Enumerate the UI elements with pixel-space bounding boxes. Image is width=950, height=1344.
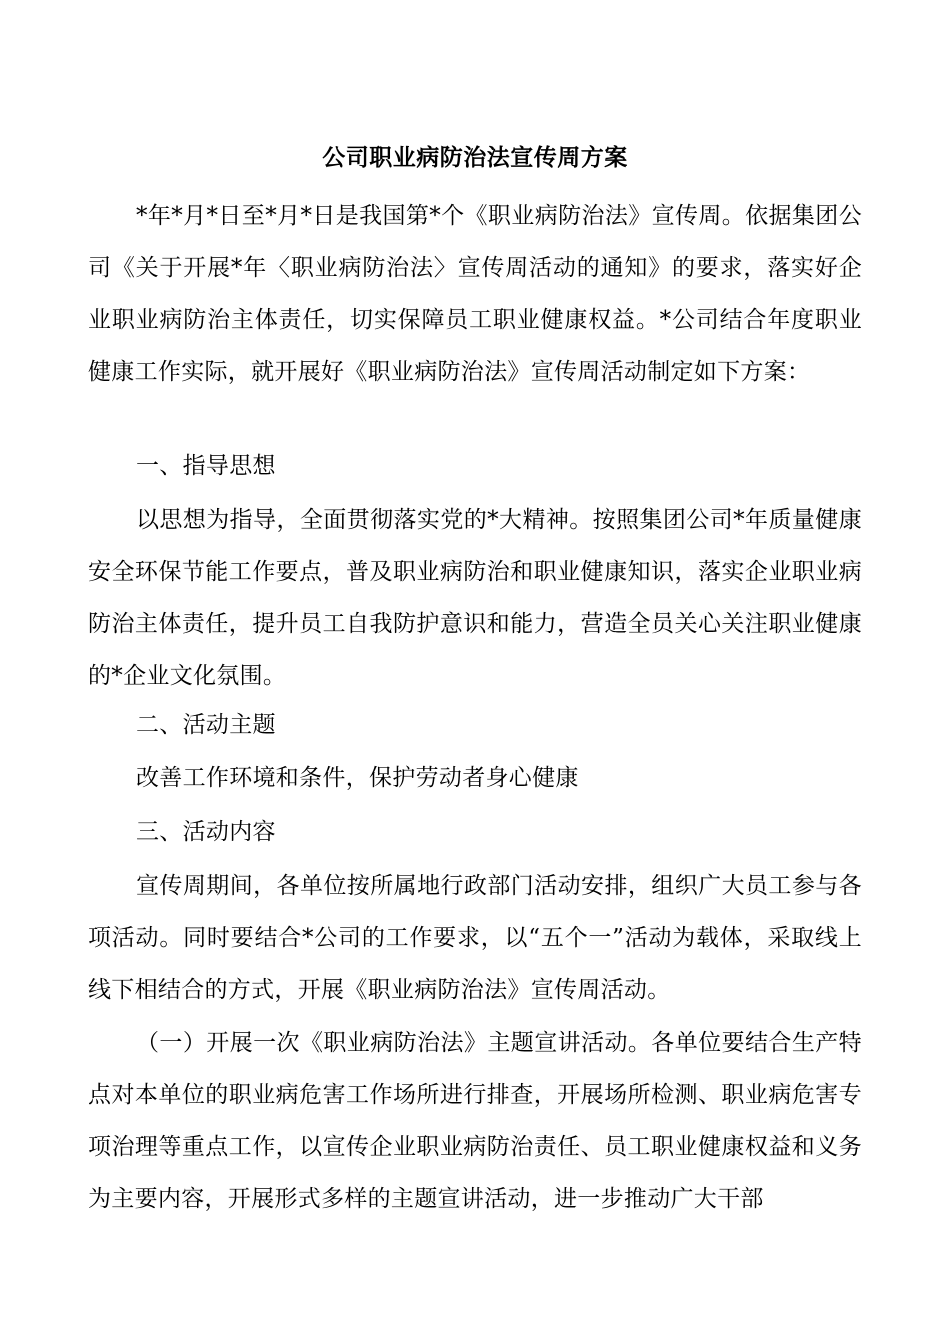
- section-body-activity-theme: 改善工作环境和条件，保护劳动者身心健康: [136, 765, 579, 791]
- intro-paragraph: *年*月*日至*月*日是我国第*个《职业病防治法》宣传周。依据集团公司《关于开展*年〈职业病防治法〉宣传周活动的通知》的要求，落实好企业职业病防治主体责任，切实保障员工职业健康权益。*公司结合年度职业健康工作实际，就开展好《职业病防治法》宣传周活动制定如下方案：: [88, 203, 862, 385]
- section-heading-activity-theme: 二、活动主题: [136, 712, 276, 738]
- document-title: 公司职业病防治法宣传周方案: [322, 144, 628, 171]
- item-one-paragraph: （一）开展一次《职业病防治法》主题宣讲活动。各单位要结合生产特点对本单位的职业病危害工作场所进行排查，开展场所检测、职业病危害专项治理等重点工作，以宣传企业职业病防治责任、员工职业健康权益和义务为主要内容，开展形式多样的主题宣讲活动，进一步推动广大干部: [88, 1030, 862, 1212]
- section-body-guiding-thought: 以思想为指导，全面贯彻落实党的*大精神。按照集团公司*年质量健康安全环保节能工作要点，普及职业病防治和职业健康知识，落实企业职业病防治主体责任，提升员工自我防护意识和能力，营造全员关心关注职业健康的*企业文化氛围。: [88, 507, 862, 689]
- section-heading-activity-content: 三、活动内容: [136, 819, 276, 845]
- section-body-activity-content: 宣传周期间，各单位按所属地行政部门活动安排，组织广大员工参与各项活动。同时要结合*公司的工作要求，以“五个一”活动为载体，采取线上线下相结合的方式，开展《职业病防治法》宣传周活动。: [88, 873, 862, 1003]
- section-heading-guiding-thought: 一、指导思想: [136, 453, 276, 479]
